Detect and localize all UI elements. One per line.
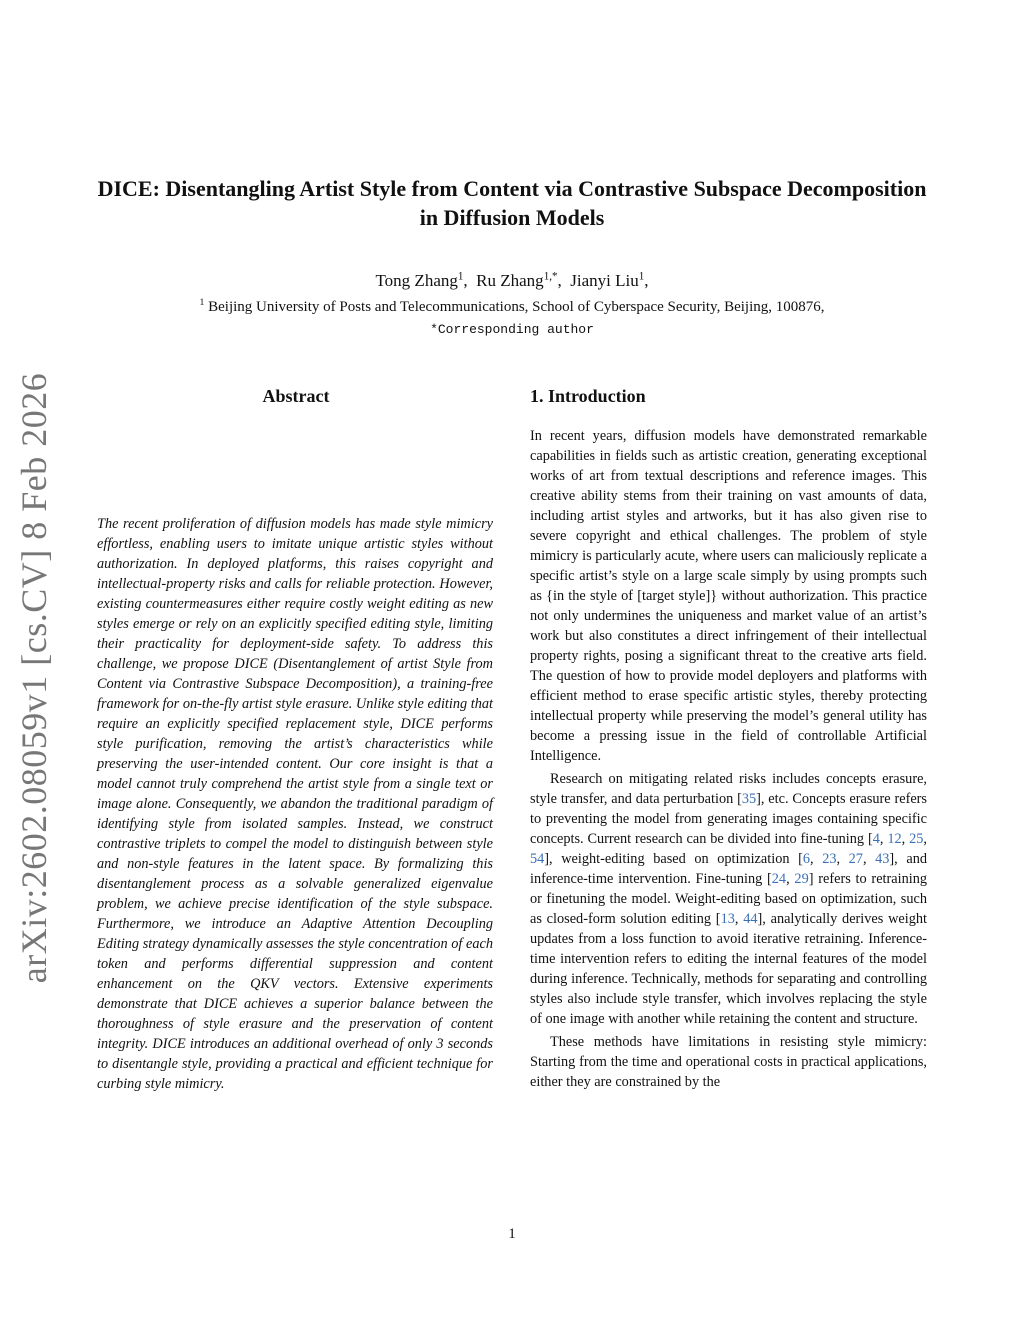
author-list: Tong Zhang$^1$, Ru Zhang$^{1,*}$, Jianyi Liu$^1$,	[375, 270, 649, 290]
arxiv-identifier	[8, 372, 60, 984]
citation-link[interactable]: 44	[743, 911, 758, 927]
section-heading-introduction: 1. Introduction	[530, 386, 646, 406]
intro-paragraph-2: Research on mitigating related risks includes concepts erasure, style transfer, and data perturbation [35], etc. Concepts erasure refers to preventing the model from generating images containing specific concepts. Current research can be divided into fine-tuning [4, 12, 25, 54], weight-editing based on optimization [6, 23, 27, 43], and inference-time intervention. Fine-tuning [24, 29] refers to retraining or finetuning the model. Weight-editing based on optimization, such as closed-form solution editing [13, 44], analytically derives weight updates from a loss function to avoid iterative retraining. Inference-time intervention refers to editing the internal features of the model during inference. Technically, methods for separating and controlling styles also include style transfer, which involves replacing the style of one image with another while retaining the content and structure.	[530, 771, 928, 1027]
introduction-body	[530, 426, 927, 1092]
intro-paragraph-1: In recent years, diffusion models have demonstrated remarkable capabilities in fields such as artistic creation, generating exceptional works of art from textual descriptions and reference images. This creative ability stems from their training on vast amounts of data, including artist styles and artworks, but it has also given rise to severe copyright and ethical challenges. The problem of style mimicry is particularly acute, where users can maliciously replicate a specific artist’s style on a large scale simply by using prompts such as {in the style of [target style]} without authorization. This practice not only undermines the uniqueness and market value of an artist’s work but also constitutes a direct infringement of their intellectual property rights, posing a significant threat to the creative arts field. The question of how to provide model deployers and platforms with efficient method to erase specific artistic styles, thereby protecting intellectual property while preserving the model’s general utility has become a pressing issue in the field of controllable Artificial Intelligence.	[530, 428, 927, 764]
author-affil-mark: 1	[638, 270, 645, 283]
intro-paragraph-3: These methods have limitations in resisting style mimicry: Starting from the time and operational costs in practical applications, either they are constrained by the	[530, 1034, 927, 1090]
citation-link[interactable]: 25	[909, 831, 924, 847]
abstract-heading: Abstract	[262, 386, 330, 406]
arxiv-identifier-text: arXiv:2602.08059v1 [cs.CV] 8 Feb 2026	[14, 372, 55, 984]
author-name: Jianyi Liu	[570, 271, 639, 290]
citation-link[interactable]: 29	[794, 871, 809, 887]
citation-link[interactable]: 6	[802, 851, 811, 867]
citation-link[interactable]: 35	[741, 791, 757, 807]
affiliation-mark: 1	[199, 297, 205, 308]
author-affil-mark: 1	[457, 270, 464, 283]
citation-link[interactable]: 54	[530, 851, 545, 867]
citation-link[interactable]: 13	[720, 911, 735, 927]
citation-link[interactable]: 43	[875, 851, 890, 867]
author-name: Tong Zhang	[375, 271, 458, 290]
author-name: Ru Zhang	[476, 271, 544, 290]
affiliation-text: Beijing University of Posts and Telecommunications, School of Cyberspace Security, Beijing, 100876,	[208, 299, 825, 315]
citation-link[interactable]: 27	[848, 851, 863, 867]
citation-link[interactable]: 24	[771, 871, 787, 887]
citation-link[interactable]: 12	[887, 831, 902, 847]
author-affil-mark: 1,*	[543, 270, 558, 283]
affiliation	[96, 297, 928, 317]
corresponding-author-note: *Corresponding author	[430, 322, 594, 337]
abstract-body: The recent proliferation of diffusion models has made style mimicry effortless, enabling users to imitate unique artistic styles without authorization. In deployed platforms, this raises copyright and intellectual-property risks and calls for reliable protection. However, existing countermeasures either require costly weight editing as new styles emerge or rely on an explicitly specified editing style, limiting their practicality for deployment-side safety. To address this challenge, we propose DICE (Disentanglement of artist Style from Content via Contrastive Subspace Decomposition), a training-free framework for on-the-fly artist style erasure. Unlike style editing that require an explicitly specified replacement style, DICE performs style purification, removing the artist’s characteristics while preserving the user-intended content. Our core insight is that a model cannot truly comprehend the artist style from a single text or image alone. Consequently, we abandon the traditional paradigm of identifying style from isolated samples. Instead, we construct contrastive triplets to compel the model to distinguish between style and non-style features in the latent space. By formalizing this disentanglement process as a solvable generalized eigenvalue problem, we achieve precise identification of the style subspace. Furthermore, we introduce an Adaptive Attention Decoupling Editing strategy dynamically assesses the style concentration of each token and performs differential suppression and content enhancement on the QKV vectors. Extensive experiments demonstrate that DICE achieves a superior balance between the thoroughness of style erasure and the preservation of content integrity. DICE introduces an additional overhead of only 3 seconds to disentangle style, providing a practical and efficient technique for curbing style mimicry.	[97, 516, 493, 1092]
citation-link[interactable]: 23	[822, 851, 837, 867]
citation-link[interactable]: 4	[872, 831, 880, 847]
page-number: 1	[508, 1226, 516, 1242]
paper-title: DICE: Disentangling Artist Style from Content via Contrastive Subspace Decomposition in Diffusion Models	[97, 176, 927, 230]
